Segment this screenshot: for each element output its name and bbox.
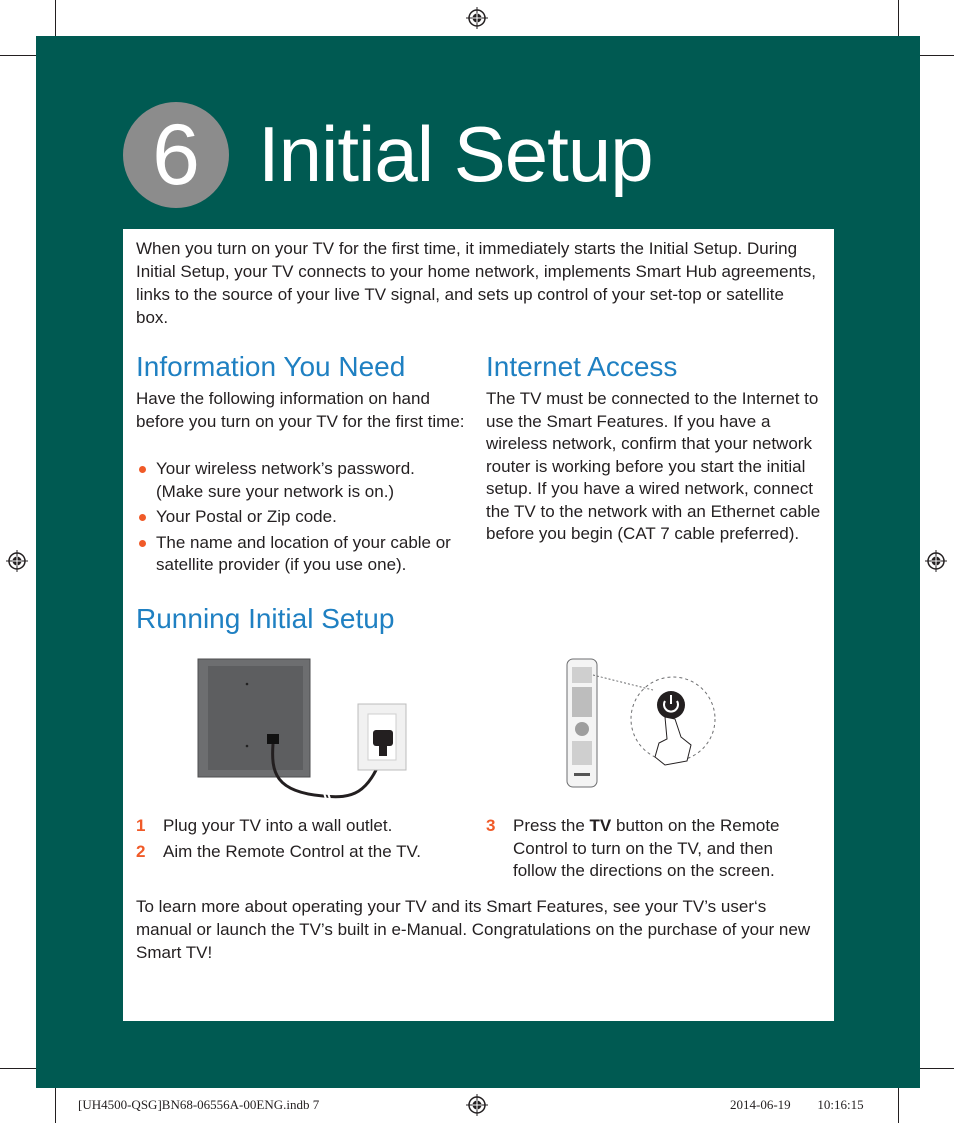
registration-mark-icon xyxy=(6,550,28,572)
intro-paragraph: When you turn on your TV for the first time, it immediately starts the Initial Setup. During Initial Setup, your TV connects to your home network, implements Smart Hub agreements, links to the source of your live TV signal, and sets up control of your set-top or satellite box. xyxy=(136,239,816,327)
list-item: Your Postal or Zip code. xyxy=(136,506,466,529)
registration-mark-icon xyxy=(925,550,947,572)
list-item: The name and location of your cable or satellite provider (if you use one). xyxy=(136,532,466,577)
internet-heading: Internet Access xyxy=(486,351,678,382)
bullet-icon xyxy=(139,466,146,473)
info-lead: Have the following information on hand before you turn on your TV for the first time: xyxy=(136,389,465,431)
list-item: 2 Aim the Remote Control at the TV. xyxy=(136,841,421,861)
registration-mark-icon xyxy=(466,1094,488,1116)
crop-mark xyxy=(0,1068,36,1069)
tv-outlet-illustration xyxy=(193,654,413,809)
crop-mark xyxy=(55,0,56,36)
running-heading: Running Initial Setup xyxy=(136,603,395,634)
list-item: Your wireless network’s password. (Make sure your network is on.) xyxy=(136,458,466,503)
crop-mark xyxy=(898,0,899,36)
hand-icon xyxy=(655,717,691,765)
steps-list-right xyxy=(486,815,821,886)
list-item: 1 Plug your TV into a wall outlet. xyxy=(136,816,393,835)
info-bullet-list xyxy=(136,458,466,580)
remote-power-illustration xyxy=(563,657,723,792)
info-heading: Information You Need xyxy=(136,351,406,382)
outro-paragraph: To learn more about operating your TV and its Smart Features, see your TV’s user‘s manual or launch the TV’s built in e-Manual. Congratulations on the purchase of your new Smart TV! xyxy=(136,897,811,962)
footer-file-label: [UH4500-QSG]BN68-06556A-00ENG.indb 7 xyxy=(78,1097,320,1112)
content-box xyxy=(123,229,834,1021)
power-plug-icon xyxy=(358,704,406,770)
remote-control-icon xyxy=(567,659,597,787)
crop-mark xyxy=(920,55,954,56)
registration-mark-icon xyxy=(466,7,488,29)
crop-mark xyxy=(0,55,36,56)
power-icon xyxy=(657,691,685,719)
crop-mark xyxy=(898,1088,899,1123)
internet-body: The TV must be connected to the Internet to use the Smart Features. If you have a wireless network, confirm that your network router is working before you start the initial setup. If you have a wired network, connect the TV to the network with an Ethernet cable before you begin (CAT 7 cable preferred). xyxy=(486,389,821,543)
steps-list-left xyxy=(136,815,466,866)
tv-button-label: TV xyxy=(589,816,612,835)
chapter-number: 6 xyxy=(123,102,229,208)
bullet-icon xyxy=(139,514,146,521)
chapter-title: Initial Setup xyxy=(258,110,653,198)
crop-mark xyxy=(55,1088,56,1123)
footer-date-label: 2014-06-19 ￿￿ 10:16:15 xyxy=(730,1097,864,1112)
bullet-icon xyxy=(139,540,146,547)
list-item: 3 Press the TV button on the Remote Control to turn on the TV, and then follow the directions on the screen. xyxy=(486,816,780,880)
crop-mark xyxy=(920,1068,954,1069)
